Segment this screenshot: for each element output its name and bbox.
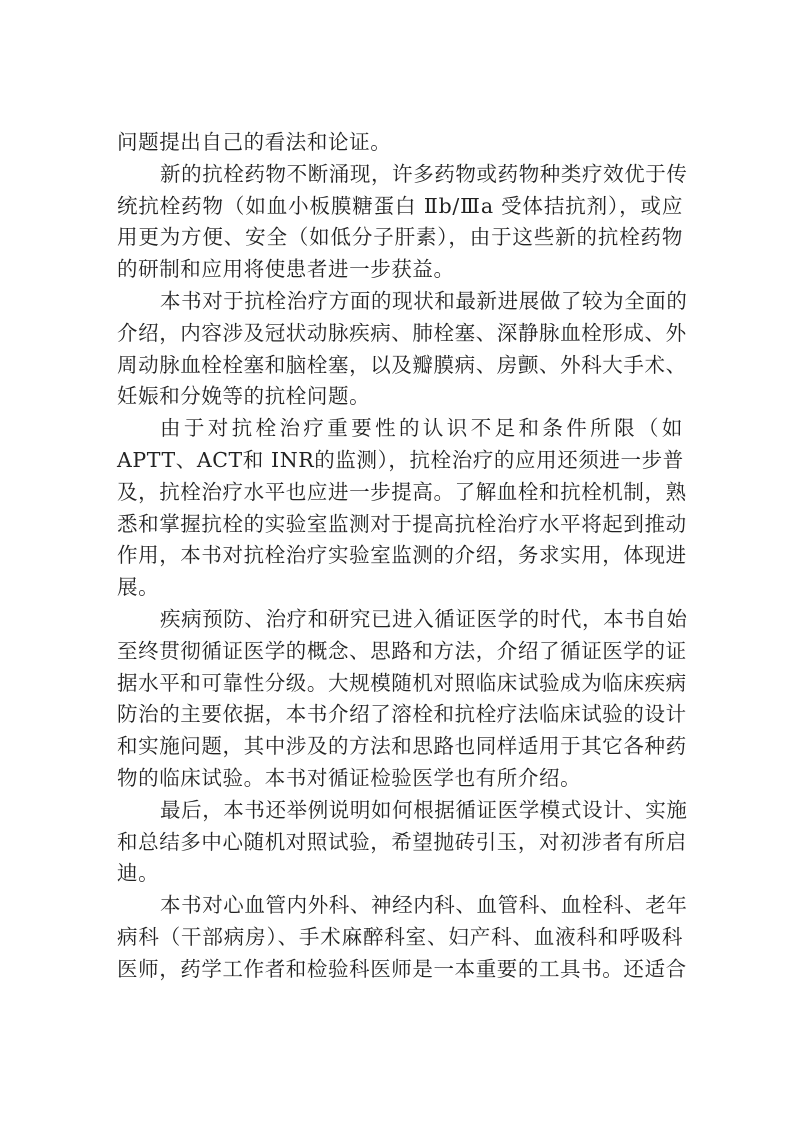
text-line: 病科（干部病房）、手术麻醉科室、妇产科、血液科和呼吸科: [117, 924, 683, 949]
text-line: 至终贯彻循证医学的概念、思路和方法，介绍了循证医学的证: [117, 638, 687, 663]
text-line: 医师，药学工作者和检验科医师是一本重要的工具书。还适合: [117, 956, 687, 981]
text-line: APTT、ACT和 INR的监测），抗栓治疗的应用还须进一步普: [117, 447, 684, 472]
text-line: 及，抗栓治疗水平也应进一步提高。了解血栓和抗栓机制，熟: [117, 479, 687, 504]
text-line: 防治的主要依据，本书介绍了溶栓和抗栓疗法临床试验的设计: [117, 702, 687, 727]
text-line: 介绍，内容涉及冠状动脉疾病、肺栓塞、深静脉血栓形成、外: [117, 320, 687, 345]
text-line: 展。: [117, 575, 160, 600]
text-line: 由于对抗栓治疗重要性的认识不足和条件所限（如: [160, 416, 683, 441]
text-line: 疾病预防、治疗和研究已进入循证医学的时代，本书自始: [160, 606, 688, 631]
text-line: 悉和掌握抗栓的实验室监测对于提高抗栓治疗水平将起到推动: [117, 511, 687, 536]
text-line: 最后，本书还举例说明如何根据循证医学模式设计、实施: [160, 797, 688, 822]
text-line: 据水平和可靠性分级。大规模随机对照临床试验成为临床疾病: [117, 670, 687, 695]
text-line: 的研制和应用将使患者进一步获益。: [117, 257, 455, 282]
text-line: 新的抗栓药物不断涌现，许多药物或药物种类疗效优于传: [160, 161, 688, 186]
text-line: 和总结多中心随机对照试验，希望抛砖引玉，对初涉者有所启: [117, 829, 687, 854]
text-line: 问题提出自己的看法和论证。: [117, 130, 392, 154]
text-line: 本书对于抗栓治疗方面的现状和最新进展做了较为全面的: [160, 288, 688, 313]
text-line: 迪。: [117, 861, 160, 886]
text-line: 周动脉血栓栓塞和脑栓塞，以及瓣膜病、房颤、外科大手术、: [117, 352, 687, 377]
text-line: 本书对心血管内外科、神经内科、血管科、血栓科、老年: [160, 893, 688, 918]
text-line: 用更为方便、安全（如低分子肝素），由于这些新的抗栓药物: [117, 225, 683, 250]
text-line: 和实施问题，其中涉及的方法和思路也同样适用于其它各种药: [117, 734, 687, 759]
text-line: 物的临床试验。本书对循证检验医学也有所介绍。: [117, 765, 582, 790]
text-line: 统抗栓药物（如血小板膜糖蛋白 Ⅱb/Ⅲa 受体拮抗剂），或应: [117, 193, 683, 218]
text-line: 作用，本书对抗栓治疗实验室监测的介绍，务求实用，体现进: [117, 543, 687, 568]
text-line: 妊娠和分娩等的抗栓问题。: [117, 384, 371, 409]
document-page: [117, 127, 688, 986]
